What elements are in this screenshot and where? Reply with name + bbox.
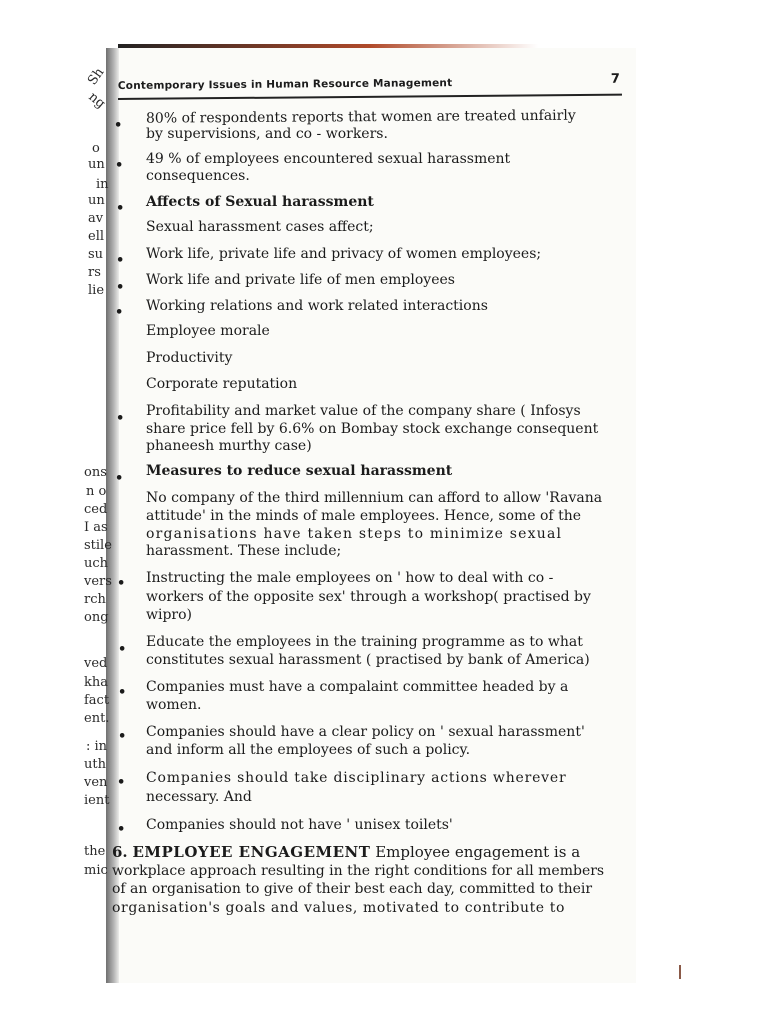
bullet: • — [115, 305, 124, 320]
text-line: Companies must have a compalaint committee headed by a — [146, 679, 569, 695]
left-page-fragment: lie — [88, 283, 105, 298]
text-line: Employee morale — [146, 323, 270, 339]
text-line: by supervisions, and co - workers. — [146, 126, 388, 142]
left-page-fragment: ven — [84, 775, 108, 790]
text-line: Working relations and work related interactions — [146, 298, 488, 314]
page-top-edge — [118, 44, 538, 48]
section6-text: of an organisation to give of their best each day, committed to their — [112, 881, 593, 897]
section6-text: workplace approach resulting in the right conditions for all members — [112, 862, 605, 879]
text-line: wipro) — [146, 607, 193, 623]
left-page-fragment: I as — [84, 520, 108, 535]
text-line: Companies should have a clear policy on ' sexual harassment' — [146, 724, 585, 740]
text-line: Educate the employees in the training programme as to what — [146, 634, 583, 650]
text-line: Instructing the male employees on ' how to deal with co - — [146, 570, 554, 586]
bullet: • — [115, 158, 124, 173]
subheading-measures: Measures to reduce sexual harassment — [146, 463, 453, 479]
bullet: • — [114, 118, 123, 133]
left-page-fragment: ced — [84, 502, 108, 517]
text-line: Corporate reputation — [146, 376, 298, 392]
text-line: No company of the third millennium can afford to allow 'Ravana — [146, 490, 603, 506]
bullet: • — [116, 411, 125, 426]
text-line: Work life and private life of men employees — [146, 272, 455, 288]
section6-text: organisation's goals and values, motivated to contribute to — [112, 899, 566, 916]
left-page-fragment: ell — [88, 229, 105, 244]
left-page-fragment: un — [88, 157, 105, 172]
text-line: phaneesh murthy case) — [146, 438, 312, 454]
left-page-fragment: un — [88, 193, 105, 208]
bullet: • — [117, 822, 126, 837]
left-page-fragment: uth — [84, 757, 106, 772]
text-line: workers of the opposite sex' through a workshop( practised by — [146, 589, 591, 605]
left-page-fragment: stile — [84, 538, 112, 553]
text-line: Sexual harassment cases affect; — [146, 219, 374, 235]
left-page-fragment: : in — [86, 739, 108, 754]
left-page-fragment: av — [88, 211, 104, 226]
text-line: 80% of respondents reports that women are treated unfairly — [145, 107, 576, 127]
text-line: Profitability and market value of the company share ( Infosys — [146, 403, 581, 419]
header-title: Contemporary Issues in Human Resource Management — [117, 77, 453, 93]
left-page-fragment: kha — [84, 675, 109, 690]
section-number: 6. — [112, 843, 128, 861]
left-page-fragment: ng — [85, 89, 108, 112]
section6-text: Employee engagement is a — [375, 843, 581, 861]
bullet: • — [115, 471, 124, 486]
bullet: • — [116, 201, 125, 216]
left-page-fragment: mic — [84, 863, 108, 878]
section-employee-engagement — [112, 843, 632, 917]
text-line: consequences. — [146, 168, 250, 184]
left-page-fragment: uch — [84, 556, 109, 571]
bullet: • — [118, 642, 127, 657]
left-page-fragment: ent. — [84, 711, 110, 726]
left-page-fragment: ong — [84, 610, 109, 625]
text-line: constitutes sexual harassment ( practised by bank of America) — [146, 652, 590, 668]
left-page-fragment: n o — [86, 484, 107, 499]
page-number: 7 — [610, 71, 620, 87]
bullet: • — [118, 685, 127, 700]
bullet: • — [117, 576, 126, 591]
page-mark — [679, 965, 681, 979]
text-line: necessary. And — [146, 789, 252, 805]
text-line: and inform all the employees of such a policy. — [146, 742, 471, 758]
bullet: • — [117, 775, 126, 790]
left-page-fragment: ons — [84, 465, 107, 480]
left-page-fragment: ved — [84, 656, 108, 671]
left-page-fragment: su — [88, 247, 104, 262]
text-line: Companies should not have ' unisex toilets' — [146, 817, 453, 833]
text-line: organisations have taken steps to minimize sexual — [146, 526, 563, 542]
text-line: Work life, private life and privacy of women employees; — [146, 246, 542, 262]
text-line: share price fell by 6.6% on Bombay stock exchange consequent — [146, 421, 599, 437]
left-page-fragment: Sh — [85, 65, 108, 89]
bullet: • — [116, 280, 125, 295]
text-line: attitude' in the minds of male employees. Hence, some of the — [146, 508, 581, 524]
text-line: harassment. These include; — [146, 543, 342, 559]
section-title: EMPLOYEE ENGAGEMENT — [132, 843, 371, 861]
subheading-affects: Affects of Sexual harassment — [146, 194, 374, 210]
text-line: Companies should take disciplinary actions wherever — [146, 770, 567, 786]
text-line: 49 % of employees encountered sexual harassment — [146, 151, 511, 167]
left-page-fragment: vers — [84, 574, 112, 589]
left-page-fragment: the — [84, 844, 106, 859]
left-page-fragment: o — [92, 141, 100, 156]
left-page-fragment: ient — [84, 793, 110, 808]
left-page-fragment: rch — [84, 592, 106, 607]
left-page-fragment: in — [96, 177, 109, 192]
section6-first-line — [112, 843, 632, 862]
running-header — [118, 72, 622, 100]
text-line: Productivity — [146, 350, 233, 366]
text-line: women. — [146, 697, 202, 713]
bullet: • — [116, 253, 125, 268]
left-page-fragment: fact — [84, 693, 110, 708]
bullet: • — [118, 729, 127, 744]
left-page-fragment: rs — [88, 265, 101, 280]
